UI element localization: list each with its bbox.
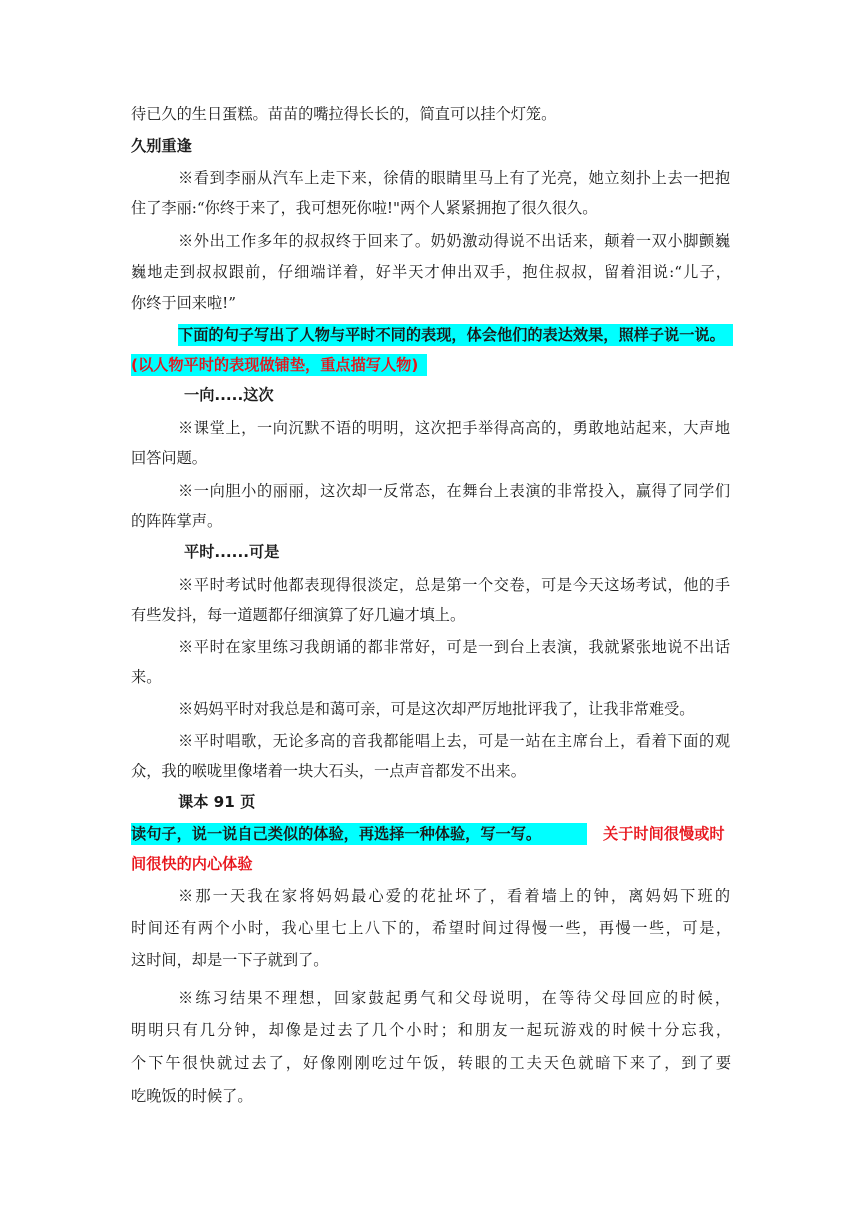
example-line: ※看到李丽从汽车上走下来，徐倩的眼睛里马上有了光亮，她立刻扑上去一把抱 — [178, 169, 730, 187]
example-line: ※那一天我在家将妈妈最心爱的花扯坏了，看着墙上的钟，离妈妈下班的 — [178, 887, 730, 905]
example-line: ※课堂上，一向沉默不语的明明，这次把手举得高高的，勇敢地站起来，大声地 — [178, 419, 730, 437]
exercise-instruction: 读句子，说一说自己类似的体验，再选择一种体验，写一写。 — [131, 823, 587, 845]
section-heading: 久别重逢 — [131, 137, 192, 155]
example-line: 众，我的喉咙里像堵着一块大石头，一点声音都发不出来。 — [131, 762, 526, 780]
example-line: ※外出工作多年的叔叔终于回来了。奶奶激动得说不出话来，颠着一双小脚颤巍 — [178, 232, 730, 250]
example-line: ※练习结果不理想，回家鼓起勇气和父母说明，在等待父母回应的时候， — [178, 989, 730, 1007]
example-line: 这时间，却是一下子就到了。 — [131, 951, 329, 969]
exercise-hint: 关于时间很慢或时 — [603, 825, 725, 843]
example-line: 明明只有几分钟，却像是过去了几个小时；和朋友一起玩游戏的时候十分忘我， — [131, 1021, 731, 1039]
example-line: 时间还有两个小时，我心里七上八下的，希望时间过得慢一些，再慢一些，可是， — [131, 919, 731, 937]
textbook-page-reference: 课本 91 页 — [178, 793, 256, 811]
example-line: 有些发抖，每一道题都仔细演算了好几遍才填上。 — [131, 606, 466, 624]
example-line: 你终于回来啦!” — [131, 294, 236, 312]
example-line: 的阵阵掌声。 — [131, 512, 223, 530]
example-line: ※平时考试时他都表现得很淡定，总是第一个交卷，可是今天这场考试，他的手 — [178, 576, 730, 594]
example-line: ※平时唱歌，无论多高的音我都能唱上去，可是一站在主席台上，看着下面的观 — [178, 732, 730, 750]
example-line: 回答问题。 — [131, 449, 207, 467]
example-line: 来。 — [131, 668, 162, 686]
exercise-instruction: 下面的句子写出了人物与平时不同的表现，体会他们的表达效果，照样子说一说。 — [178, 324, 733, 346]
example-line: 住了李丽:“你终于来了，我可想死你啦!"两个人紧紧拥抱了很久很久。 — [131, 199, 598, 217]
example-line: 吃晚饭的时候了。 — [131, 1087, 253, 1105]
example-line: ※平时在家里练习我朗诵的都非常好，可是一到台上表演，我就紧张地说不出话 — [178, 638, 730, 656]
exercise-hint: 间很快的内心体验 — [131, 855, 253, 873]
example-line: 个下午很快就过去了，好像刚刚吃过午饭，转眼的工夫天色就暗下来了，到了要 — [131, 1054, 731, 1072]
exercise-hint: (以人物平时的表现做铺垫，重点描写人物) — [131, 354, 427, 376]
pattern-heading: 平时......可是 — [184, 543, 280, 561]
paragraph-line: 待已久的生日蛋糕。苗苗的嘴拉得长长的，简直可以挂个灯笼。 — [131, 105, 557, 123]
pattern-heading: 一向.....这次 — [184, 386, 274, 404]
example-line: 巍地走到叔叔跟前，仔细端详着，好半天才伸出双手，抱住叔叔，留着泪说:“儿子， — [131, 263, 731, 281]
example-line: ※一向胆小的丽丽，这次却一反常态，在舞台上表演的非常投入，赢得了同学们 — [178, 482, 730, 500]
example-line: ※妈妈平时对我总是和蔼可亲，可是这次却严厉地批评我了，让我非常难受。 — [178, 700, 695, 718]
